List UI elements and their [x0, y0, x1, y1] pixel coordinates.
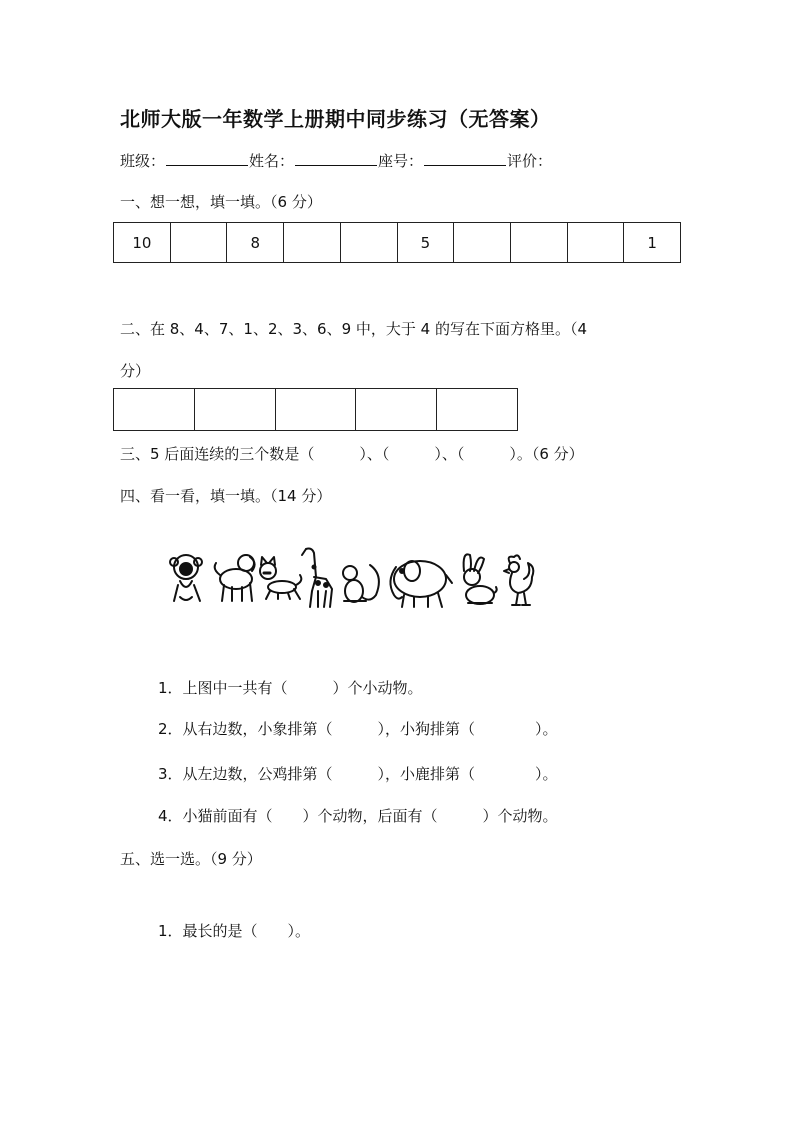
q1-cell[interactable]: 10 [114, 223, 171, 263]
q1-cell[interactable]: 5 [397, 223, 454, 263]
q1-cell[interactable] [510, 223, 567, 263]
squirrel-icon [343, 565, 379, 602]
q1-cell[interactable]: 8 [227, 223, 284, 263]
q1-cell[interactable] [170, 223, 227, 263]
q1-cell[interactable]: 1 [624, 223, 681, 263]
student-info-row [120, 150, 552, 171]
q4-heading: 四、看一看，填一填。（14 分） [120, 487, 332, 505]
q2-answer-grid [113, 388, 518, 431]
q2-heading-line1: 二、在 8、4、7、1、2、3、6、9 中，大于 4 的写在下面方格里。（4 [120, 320, 588, 338]
class-blank[interactable] [166, 151, 248, 166]
giraffe-icon [302, 549, 332, 608]
q1-cell[interactable] [284, 223, 341, 263]
q4-item-1: 1．上图中一共有（ ）个小动物。 [158, 679, 423, 697]
q1-cell[interactable] [567, 223, 624, 263]
cat-icon [260, 557, 301, 599]
q5-heading: 五、选一选。（9 分） [120, 850, 262, 868]
q2-cell[interactable] [356, 389, 437, 431]
class-label: 班级： [120, 152, 166, 170]
q1-number-grid [113, 222, 681, 263]
q4-item-2: 2．从右边数，小象排第（ ），小狗排第（ ）。 [158, 720, 558, 738]
q4-item-4: 4．小猫前面有（ ）个动物，后面有（ ）个动物。 [158, 807, 558, 825]
q1-heading: 一、想一想，填一填。（6 分） [120, 193, 322, 211]
q2-cell[interactable] [275, 389, 356, 431]
seat-blank[interactable] [424, 151, 506, 166]
q2-cell[interactable] [437, 389, 518, 431]
page-title: 北师大版一年数学上册期中同步练习（无答案） [120, 107, 551, 131]
q2-cell[interactable] [114, 389, 195, 431]
rooster-icon [504, 555, 533, 605]
q3-question: 三、5 后面连续的三个数是（ ）、（ ）、（ ）。（6 分） [120, 445, 584, 463]
name-label: 姓名： [249, 152, 295, 170]
q2-heading-line2: 分） [120, 362, 151, 380]
eval-label: 评价： [507, 152, 553, 170]
seat-label: 座号： [378, 152, 424, 170]
dog-icon [215, 555, 255, 601]
monkey-icon [170, 555, 202, 601]
q4-item-3: 3．从左边数，公鸡排第（ ），小鹿排第（ ）。 [158, 765, 558, 783]
q2-cell[interactable] [194, 389, 275, 431]
q1-cell[interactable] [340, 223, 397, 263]
elephant-icon [390, 561, 452, 607]
animals-illustration [166, 545, 536, 611]
q5-item-1: 1．最长的是（ ）。 [158, 922, 311, 940]
name-blank[interactable] [295, 151, 377, 166]
q1-cell[interactable] [454, 223, 511, 263]
rabbit-icon [464, 554, 497, 604]
